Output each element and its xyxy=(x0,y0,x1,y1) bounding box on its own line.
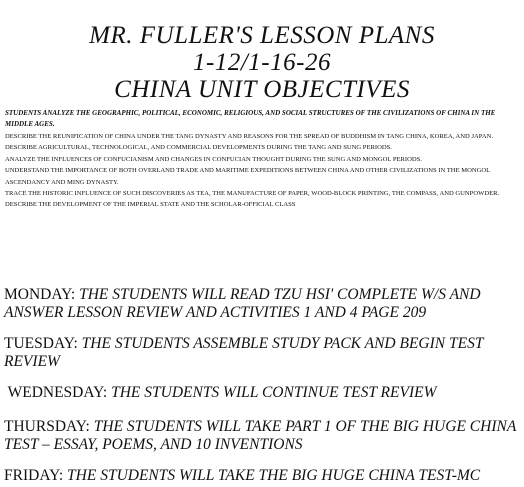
objective-item: UNDERSTAND THE IMPORTANCE OF BOTH OVERLAND TRADE AND MARITIME EXPEDITIONS BETWEEN CHINA AND OTHER CIVILIZATIONS IN THE MONGOL ASCENDANCY AND MING DYNASTY. xyxy=(5,167,490,186)
page-title: MR. FULLER'S LESSON PLANS xyxy=(89,22,435,49)
objective-item: DESCRIBE THE DEVELOPMENT OF THE IMPERIAL STATE AND THE SCHOLAR-OFFICIAL CLASS xyxy=(5,201,296,209)
unit-objectives-heading: CHINA UNIT OBJECTIVES xyxy=(114,76,410,103)
day-label: TUESDAY: xyxy=(4,335,78,352)
friday-plan xyxy=(4,467,519,485)
day-label: FRIDAY: xyxy=(4,467,64,484)
title-block xyxy=(0,22,524,103)
tuesday-plan xyxy=(4,335,519,371)
objective-item: TRACE THE HISTORIC INFLUENCE OF SUCH DISCOVERIES AS TEA, THE MANUFACTURE OF PAPER, WOOD-BLOCK PRINTING, THE COMPASS, AND GUNPOWDER. xyxy=(5,190,500,198)
day-text: THE STUDENTS WILL READ TZU HSI' COMPLETE W/S AND ANSWER LESSON REVIEW AND ACTIVITIES 1 AND 4 PAGE 209 xyxy=(4,286,481,321)
thursday-plan xyxy=(4,418,519,454)
objective-item: ANALYZE THE INFLUENCES OF CONFUCIANISM AND CHANGES IN CONFUCIAN THOUGHT DURING THE SUNG AND MONGOL PERIODS. xyxy=(5,155,422,163)
day-text: THE STUDENTS WILL CONTINUE TEST REVIEW xyxy=(111,384,437,401)
objective-item: DESCRIBE AGRICULTURAL, TECHNOLOGICAL, AND COMMERCIAL DEVELOPMENTS DURING THE TANG AND SUNG PERIODS. xyxy=(5,144,392,152)
day-label: THURSDAY: xyxy=(4,418,90,435)
objectives-list xyxy=(5,131,519,211)
date-range: 1-12/1-16-26 xyxy=(193,49,331,76)
day-text: THE STUDENTS WILL TAKE PART 1 OF THE BIG HUGE CHINA TEST – ESSAY, POEMS, AND 10 INVENTIONS xyxy=(4,418,517,453)
standard-statement: STUDENTS ANALYZE THE GEOGRAPHIC, POLITICAL, ECONOMIC, RELIGIOUS, AND SOCIAL STRUCTURES OF THE CIVILIZATIONS OF CHINA IN THE MIDDLE AGES. xyxy=(5,109,496,128)
day-text: THE STUDENTS ASSEMBLE STUDY PACK AND BEGIN TEST REVIEW xyxy=(4,335,484,370)
day-label: MONDAY: xyxy=(4,286,76,303)
wednesday-plan xyxy=(4,384,519,402)
objective-item: DESCRIBE THE REUNIFICATION OF CHINA UNDER THE TANG DYNASTY AND REASONS FOR THE SPREAD OF BUDDHISM IN TANG CHINA, KOREA, AND JAPAN. xyxy=(5,133,494,140)
day-text: THE STUDENTS WILL TAKE THE BIG HUGE CHINA TEST-MC xyxy=(67,467,481,484)
day-label: WEDNESDAY: xyxy=(4,384,108,401)
monday-plan xyxy=(4,286,519,322)
